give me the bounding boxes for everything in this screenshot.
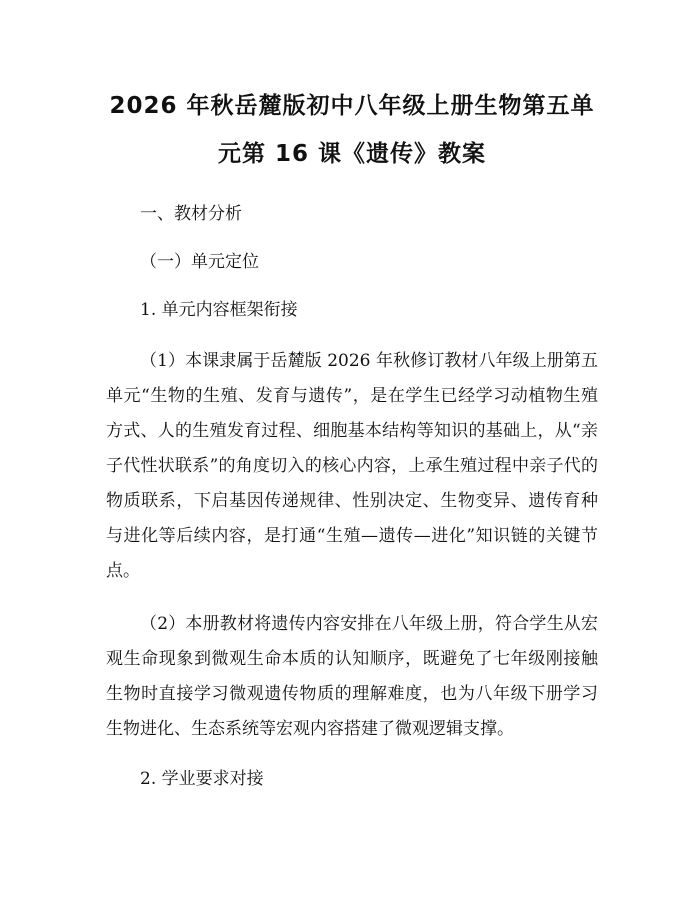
document-title (106, 82, 598, 178)
item-heading-unit-framework: 1. 单元内容框架衔接 (140, 300, 298, 320)
title-line-1: 2026 年秋岳麓版初中八年级上册生物第五单 (109, 93, 595, 119)
section-heading-textbook-analysis: 一、教材分析 (140, 204, 242, 224)
paragraph-2: （2）本册教材将遗传内容安排在八年级上册，符合学生从宏观生命现象到微观生命本质的认知顺序，既避免了七年级刚接触生物时直接学习微观遗传物质的理解难度，也为八年级下册学习生物进化、生态系统等宏观内容搭建了微观逻辑支撑。 (106, 614, 598, 739)
item-heading-academic-requirements: 2. 学业要求对接 (140, 769, 264, 789)
title-line-2: 元第 16 课《遗传》教案 (217, 141, 487, 167)
paragraph-1: （1）本课隶属于岳麓版 2026 年秋修订教材八年级上册第五单元“生物的生殖、发育与遗传”，是在学生已经学习动植物生殖方式、人的生殖发育过程、细胞基本结构等知识的基础上，从“亲子代性状联系”的角度切入的核心内容，上承生殖过程中亲子代的物质联系，下启基因传递规律、性别决定、生物变异、遗传育种与进化等后续内容，是打通“生殖—遗传—进化”知识链的关键节点。 (106, 351, 598, 581)
subsection-heading-unit-position: （一）单元定位 (140, 252, 259, 272)
